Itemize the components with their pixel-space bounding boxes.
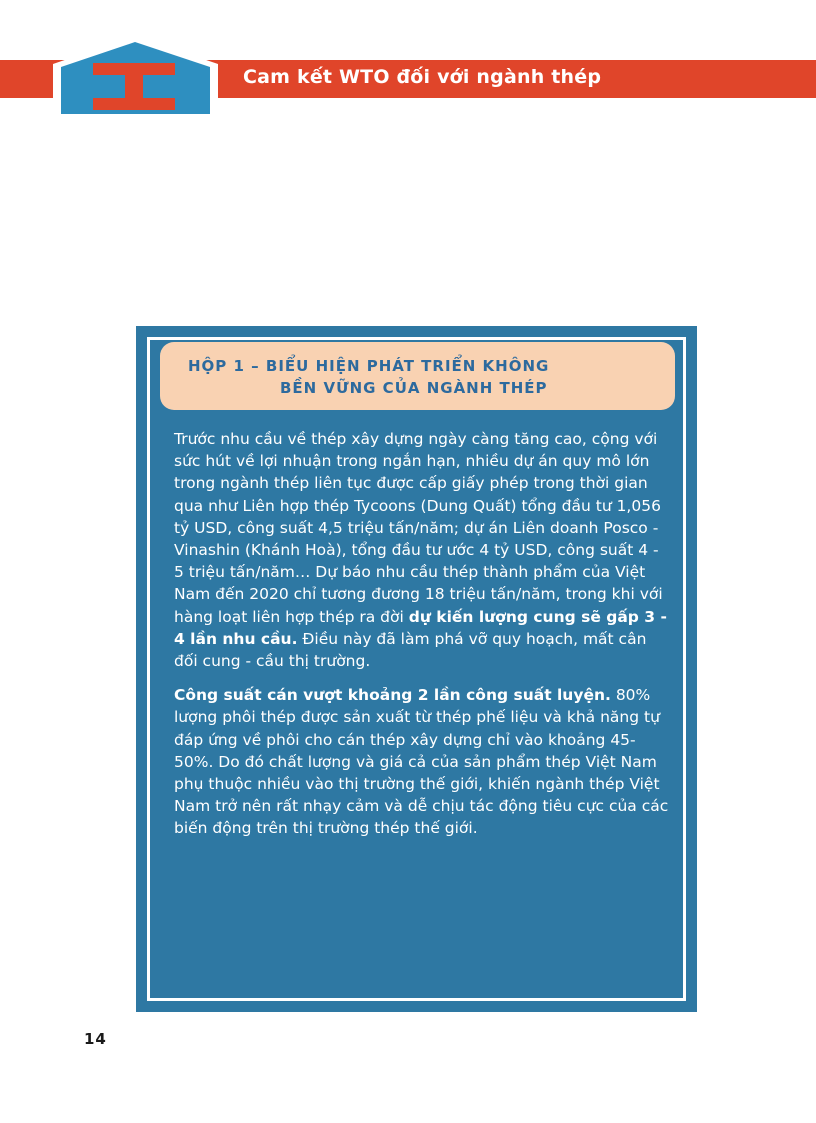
paragraph-2 — [174, 684, 669, 839]
box-title — [160, 342, 675, 410]
paragraph-1-tail: Điều này đã làm phá vỡ quy hoạch, mất cân đối cung - cầu thị trường. — [174, 629, 647, 671]
paragraph-1-bold: dự kiến lượng cung sẽ gấp 3 - 4 lần nhu cầu. — [174, 607, 667, 648]
paragraph-2-bold: Công suất cán vượt khoảng 2 lần công suất luyện. — [174, 686, 611, 705]
info-box — [136, 326, 697, 1012]
paragraph-1 — [174, 428, 669, 672]
box-title-line-1: HỘP 1 – BIỂU HIỆN PHÁT TRIỂN KHÔNG — [188, 357, 550, 375]
box-body — [174, 428, 669, 840]
page-number: 14 — [84, 1030, 107, 1048]
box-title-line-2: BỀN VỮNG CỦA NGÀNH THÉP — [280, 379, 548, 397]
steel-i-beam-icon — [53, 36, 218, 118]
header-title: Cam kết WTO đối với ngành thép — [243, 66, 602, 88]
paragraph-1-text: Trước nhu cầu về thép xây dựng ngày càng tăng cao, cộng với sức hút về lợi nhuận trong ngắn hạn, nhiều dự án quy mô lớn trong ngành thép liên tục được cấp giấy phép trong thời gian qua như Liên hợp thép Tycoons (Dung Quất) tổng đầu tư 1,056 tỷ USD, công suất 4,5 triệu tấn/năm; dự án Liên doanh Posco - Vinashin (Khánh Hoà), tổng đầu tư ước 4 tỷ USD, công suất 4 - 5 triệu tấn/năm… Dự báo nhu cầu thép thành phẩm của Việt Nam đến 2020 chỉ tương đương 18 triệu tấn/năm, trong khi với hàng loạt liên hợp thép ra đời — [174, 430, 663, 626]
paragraph-2-text: 80% lượng phôi thép được sản xuất từ thép phế liệu và khả năng tự đáp ứng về phôi cho cán thép xây dựng chỉ vào khoảng 45-50%. Do đó chất lượng và giá cả của sản phẩm thép Việt Nam phụ thuộc nhiều vào thị trường thế giới, khiến ngành thép Việt Nam trở nên rất nhạy cảm và dễ chịu tác động tiêu cực của các biến động trên thị trường thép thế giới. — [174, 686, 669, 838]
